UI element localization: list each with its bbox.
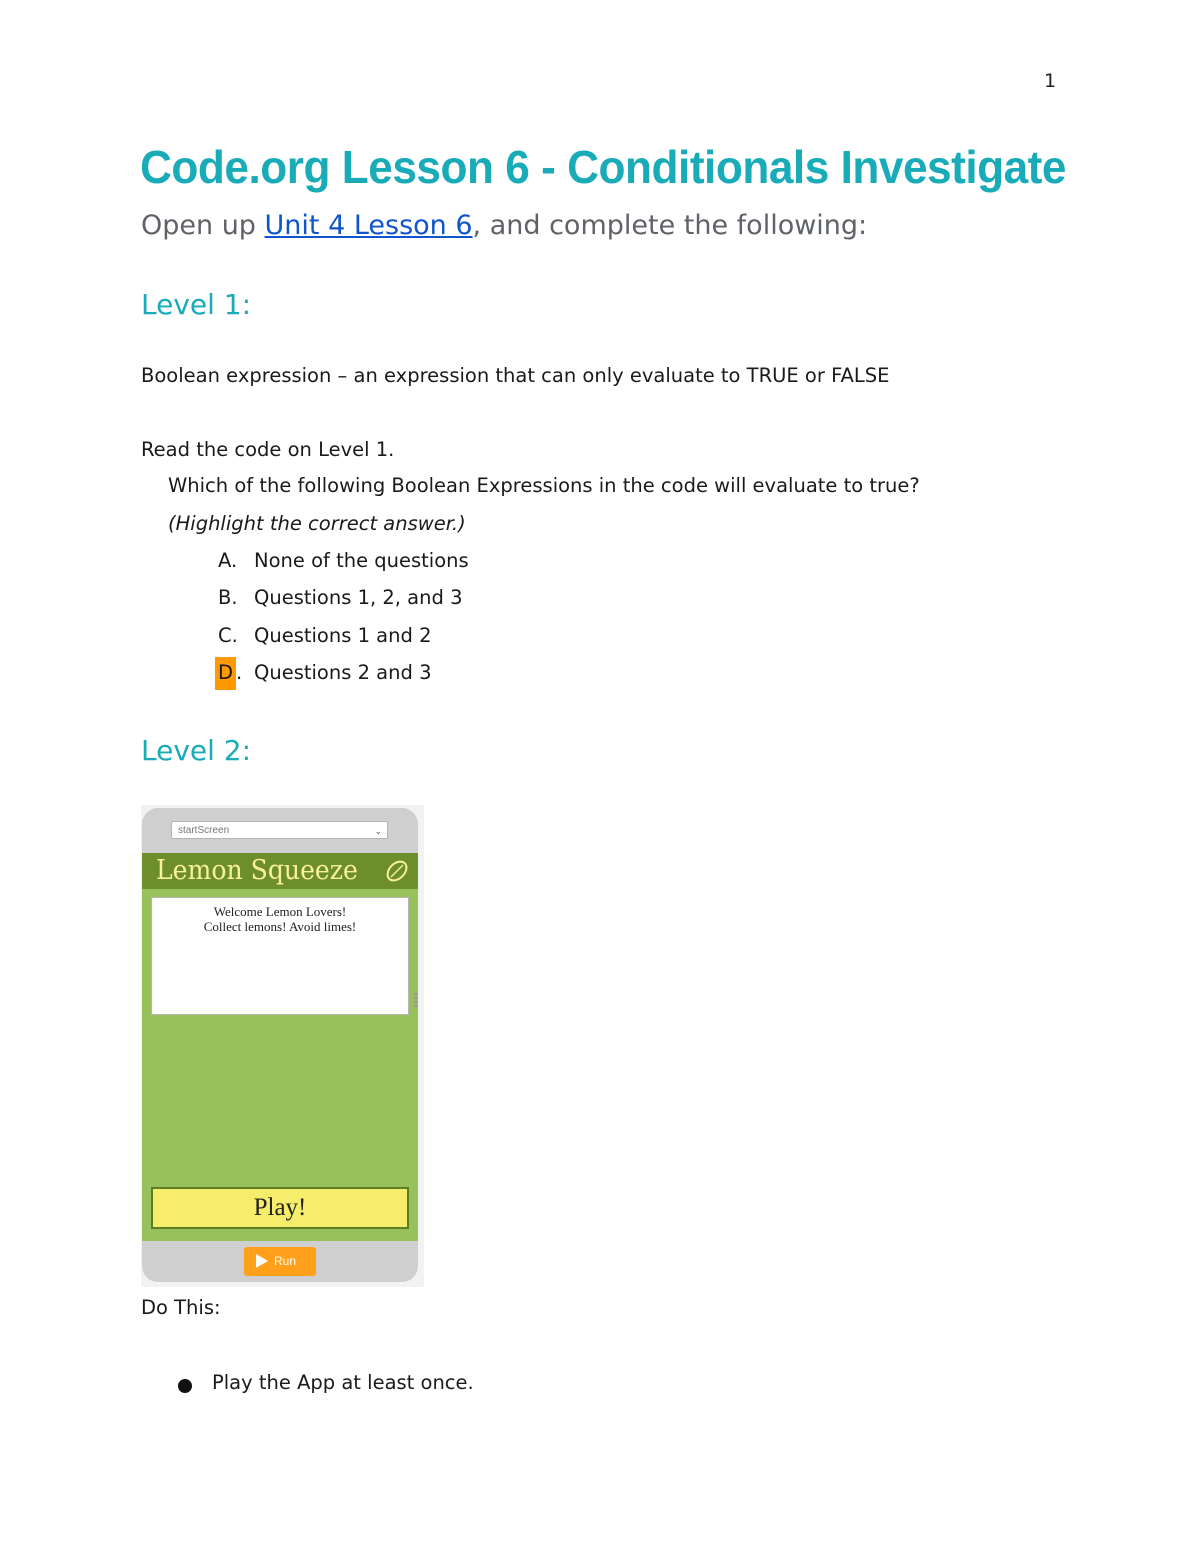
level-1-instruction: Read the code on Level 1. <box>141 438 395 461</box>
run-button[interactable] <box>244 1247 316 1276</box>
app-start-screen <box>142 889 418 1241</box>
app-phone-frame <box>142 808 418 1282</box>
boolean-definition: Boolean expression – an expression that can only evaluate to TRUE or FALSE <box>141 364 890 387</box>
option-text: Questions 2 and 3 <box>254 661 432 684</box>
chevron-down-icon: ⌄ <box>374 826 382 836</box>
option-letter: C. <box>218 624 238 647</box>
option-d-highlighted[interactable] <box>218 661 431 684</box>
app-title-bar <box>142 853 418 889</box>
unit-4-lesson-6-link[interactable]: Unit 4 Lesson 6 <box>264 210 473 241</box>
welcome-text-box <box>151 897 409 1015</box>
screen-select-dropdown[interactable] <box>171 821 388 839</box>
subtitle-prefix: Open up <box>141 210 265 241</box>
play-icon <box>256 1254 268 1268</box>
lemon-icon <box>384 858 410 884</box>
app-title: Lemon Squeeze <box>156 855 358 886</box>
level-2-heading: Level 2: <box>141 734 252 767</box>
resize-handle-icon <box>414 993 418 1007</box>
level-1-question: Which of the following Boolean Expressions in the code will evaluate to true? <box>168 474 920 497</box>
welcome-line-2: Collect lemons! Avoid limes! <box>203 919 357 934</box>
option-a[interactable] <box>218 549 469 572</box>
screen-select-value: startScreen <box>178 825 230 836</box>
bullet-icon <box>178 1379 192 1393</box>
play-button[interactable]: Play! <box>151 1187 409 1229</box>
option-b[interactable] <box>218 586 462 609</box>
page-title: Code.org Lesson 6 - Conditionals Investigate <box>140 141 1066 193</box>
subtitle-suffix: , and complete the following: <box>472 210 868 241</box>
option-letter: B. <box>218 586 238 609</box>
bullet-play-app: Play the App at least once. <box>212 1371 474 1394</box>
app-screenshot <box>141 805 424 1287</box>
option-letter: A. <box>218 549 238 572</box>
instructions-subtitle <box>141 210 867 241</box>
option-c[interactable] <box>218 624 431 647</box>
answer-highlight: D <box>215 657 236 690</box>
welcome-line-1: Welcome Lemon Lovers! <box>213 904 347 919</box>
option-text: Questions 1, 2, and 3 <box>254 586 463 609</box>
page-number: 1 <box>1044 70 1057 92</box>
do-this-label: Do This: <box>141 1296 221 1319</box>
option-text: None of the questions <box>254 549 469 572</box>
option-letter-dot: . <box>236 661 243 684</box>
level-1-heading: Level 1: <box>141 288 252 321</box>
run-label: Run <box>274 1254 297 1268</box>
option-text: Questions 1 and 2 <box>254 624 432 647</box>
level-1-hint: (Highlight the correct answer.) <box>168 512 466 535</box>
